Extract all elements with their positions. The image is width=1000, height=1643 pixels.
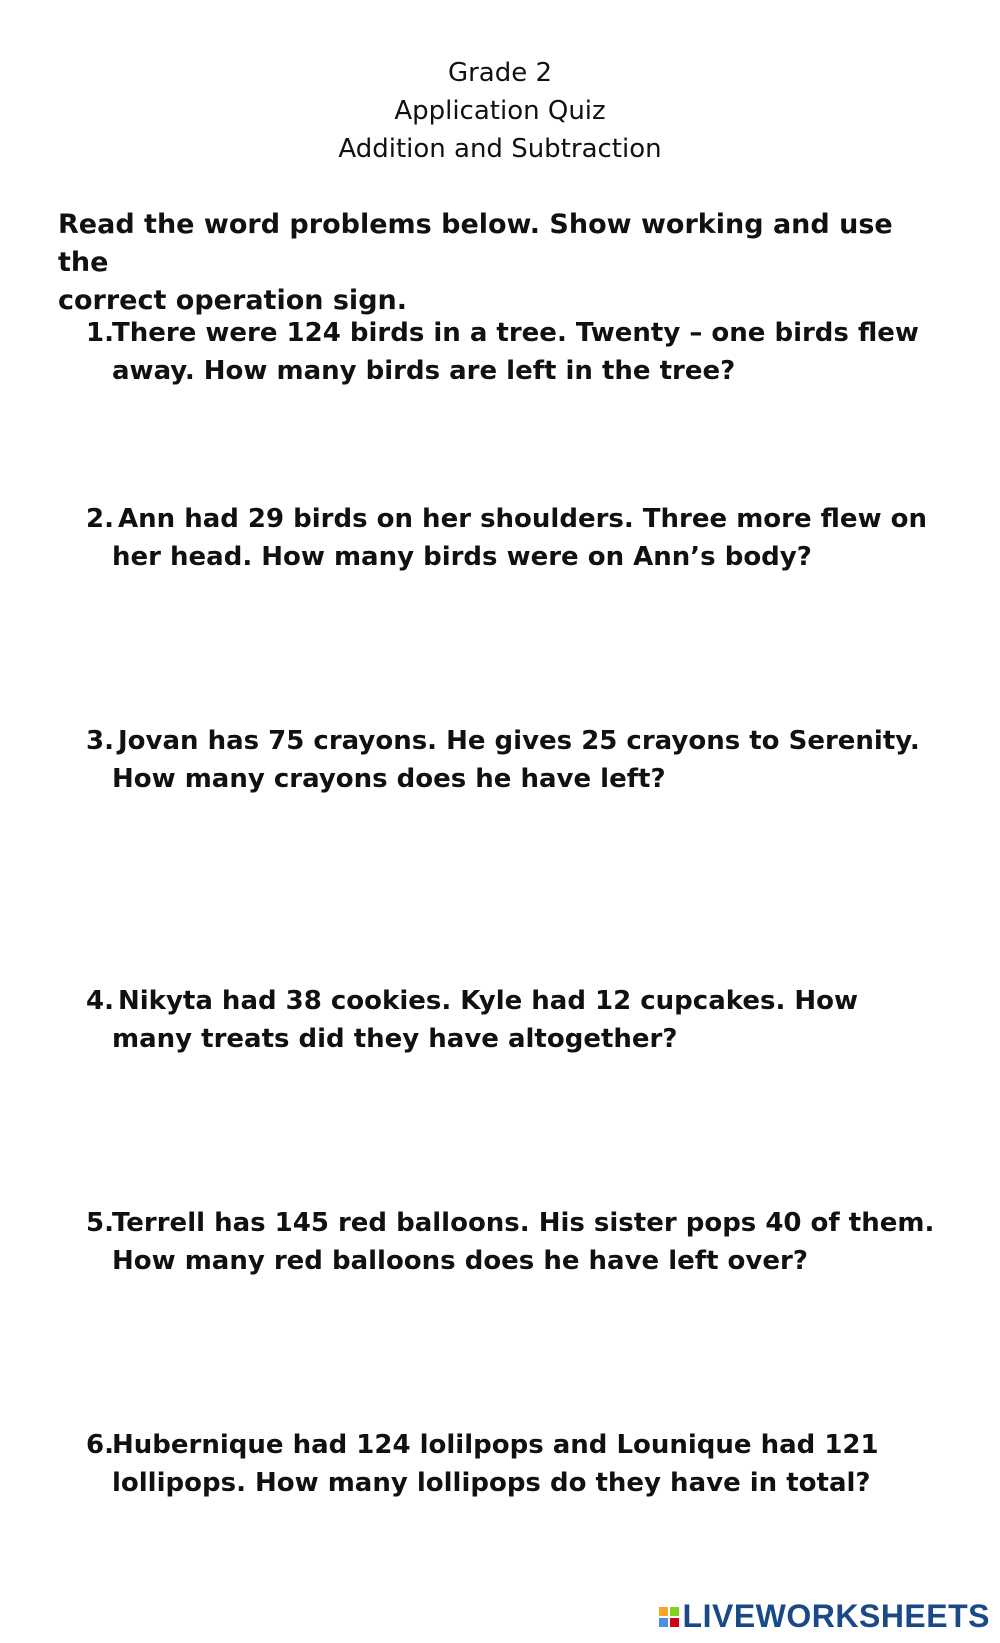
question-text-line-1: Ann had 29 birds on her shoulders. Three more flew on: [118, 504, 928, 534]
question-3: [86, 722, 966, 798]
question-number: 5.: [86, 1208, 114, 1238]
instructions-line-1: Read the word problems below. Show working and use the: [58, 209, 893, 278]
liveworksheets-logo: [659, 1598, 990, 1635]
question-2: [86, 500, 966, 576]
question-number: 4.: [86, 986, 114, 1016]
instructions: [58, 206, 938, 320]
question-number: 3.: [86, 726, 114, 756]
title-topic: Addition and Subtraction: [338, 134, 662, 164]
question-text-line-1: There were 124 birds in a tree. Twenty – one birds flew: [112, 318, 919, 348]
question-text-line-1: Jovan has 75 crayons. He gives 25 crayons to Serenity.: [118, 726, 920, 756]
question-5: [86, 1204, 966, 1280]
question-text-line-2: away. How many birds are left in the tree?: [112, 356, 736, 386]
logo-blocks-icon: [659, 1607, 679, 1627]
question-number: 6.: [86, 1430, 114, 1460]
question-text-line-2: How many red balloons does he have left over?: [112, 1246, 808, 1276]
question-1: [86, 314, 966, 390]
question-6: [86, 1426, 966, 1502]
question-text-line-1: Nikyta had 38 cookies. Kyle had 12 cupcakes. How: [118, 986, 859, 1016]
title-grade: Grade 2: [447, 58, 553, 88]
question-text-line-2: How many crayons does he have left?: [112, 764, 666, 794]
question-text-line-1: Terrell has 145 red balloons. His sister pops 40 of them.: [112, 1208, 935, 1238]
logo-text: LIVEWORKSHEETS: [682, 1598, 990, 1634]
question-number: 1.: [86, 318, 114, 348]
instructions-line-2: correct operation sign.: [58, 285, 407, 316]
question-text-line-2: many treats did they have altogether?: [112, 1024, 678, 1054]
question-text-line-2: her head. How many birds were on Ann’s body?: [112, 542, 812, 572]
question-number: 2.: [86, 504, 114, 534]
question-text-line-1: Hubernique had 124 lolilpops and Lounique had 121: [112, 1430, 879, 1460]
question-text-line-2: lollipops. How many lollipops do they have in total?: [112, 1468, 871, 1498]
title-quiz: Application Quiz: [394, 96, 606, 126]
question-4: [86, 982, 966, 1058]
